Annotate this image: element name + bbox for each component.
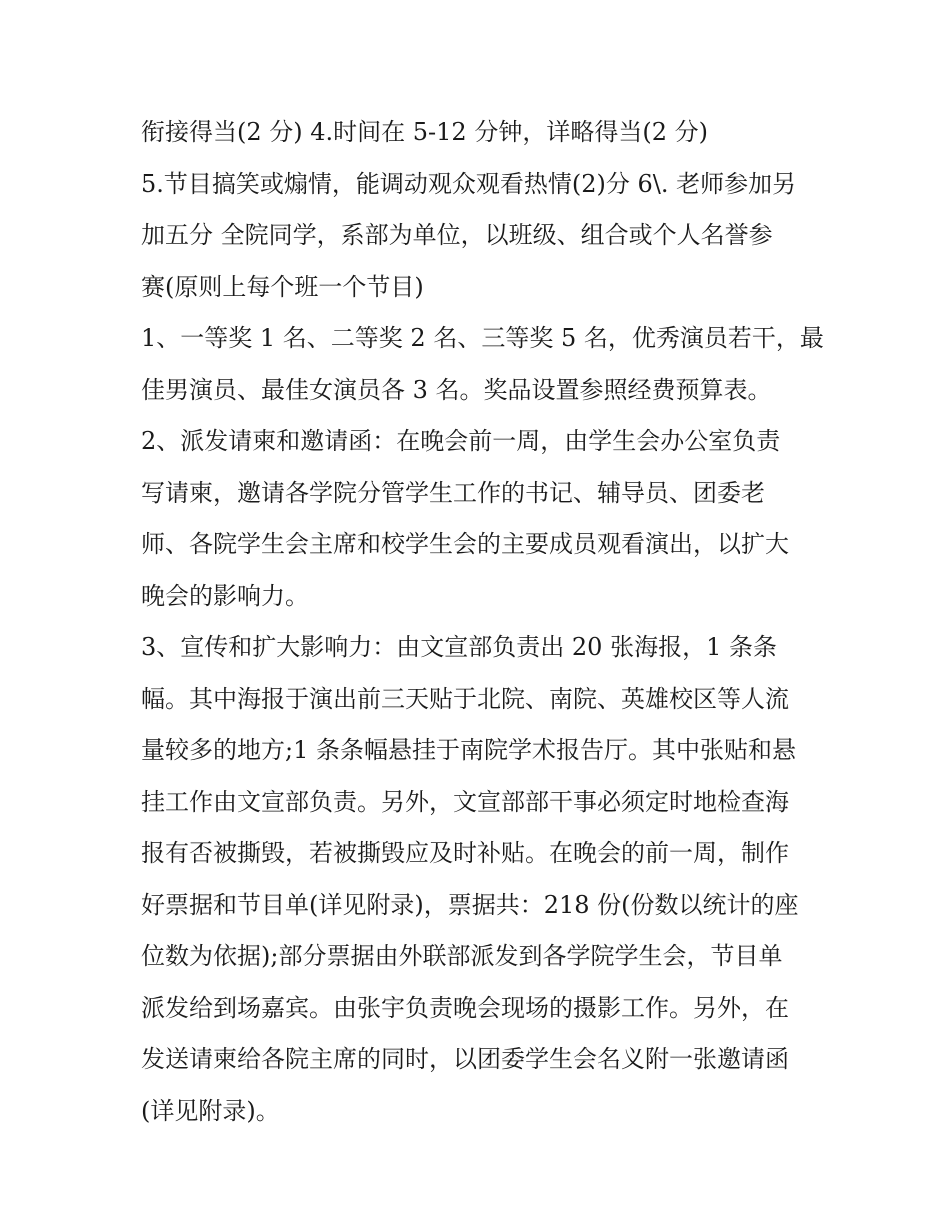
- text-line: 5.节目搞笑或煽情，能调动观众观看热情(2)分 6\. 老师参加另: [141, 169, 797, 198]
- text-line: 3、宣传和扩大影响力：由文宣部负责出 20 张海报，1 条条: [141, 633, 777, 661]
- text-line: 赛(原则上每个班一个节目): [141, 272, 424, 301]
- text-line: 师、各院学生会主席和校学生会的主要成员观看演出，以扩大: [141, 530, 789, 558]
- body-text: [141, 107, 824, 1137]
- text-line: 幅。其中海报于演出前三天贴于北院、南院、英雄校区等人流: [141, 684, 789, 713]
- text-line: 位数为依据);部分票据由外联部派发到各学院学生会，节目单: [141, 942, 783, 970]
- text-line: 佳男演员、最佳女演员各 3 名。奖品设置参照经费预算表。: [141, 375, 772, 404]
- text-line: 1、一等奖 1 名、二等奖 2 名、三等奖 5 名，优秀演员若干，最: [141, 324, 824, 352]
- text-line: 晚会的影响力。: [141, 581, 309, 610]
- text-line: 衔接得当(2 分) 4.时间在 5-12 分钟，详略得当(2 分): [141, 118, 708, 146]
- text-line: 发送请柬给各院主席的同时，以团委学生会名义附一张邀请函: [141, 1045, 789, 1073]
- text-line: 2、派发请柬和邀请函：在晚会前一周，由学生会办公室负责: [141, 427, 781, 455]
- text-line: 挂工作由文宣部负责。另外，文宣部部干事必须定时地检查海: [141, 787, 789, 816]
- text-line: 加五分 全院同学，系部为单位，以班级、组合或个人名誉参: [141, 221, 773, 249]
- text-line: 好票据和节目单(详见附录)，票据共：218 份(份数以统计的座: [141, 890, 799, 919]
- text-line: 报有否被撕毁，若被撕毁应及时补贴。在晚会的前一周，制作: [141, 839, 789, 867]
- text-line: 派发给到场嘉宾。由张宇负责晚会现场的摄影工作。另外，在: [141, 993, 789, 1022]
- text-line: (详见附录)。: [141, 1096, 280, 1125]
- text-line: 写请柬，邀请各学院分管学生工作的书记、辅导员、团委老: [141, 478, 765, 507]
- text-line: 量较多的地方;1 条条幅悬挂于南院学术报告厅。其中张贴和悬: [141, 736, 796, 764]
